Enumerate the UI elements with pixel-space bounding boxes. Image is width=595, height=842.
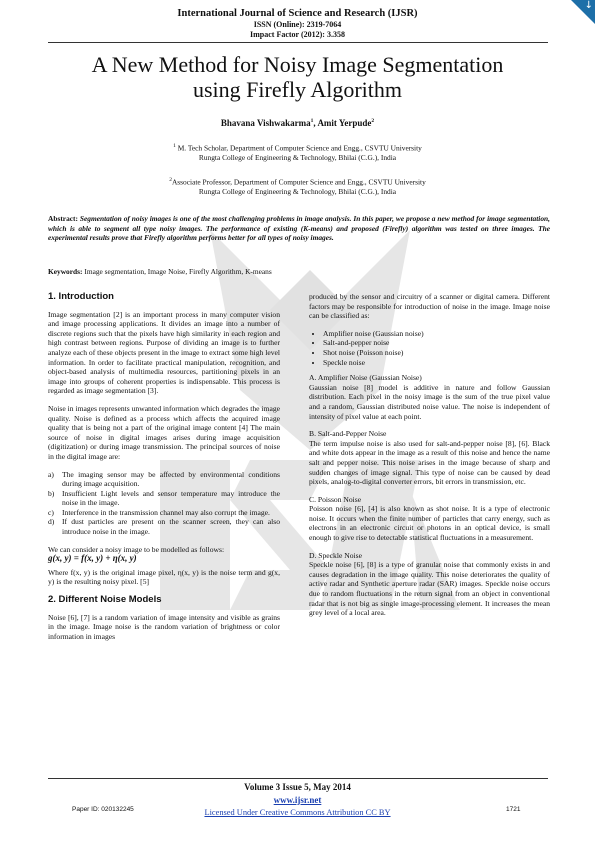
left-column bbox=[48, 288, 280, 649]
keywords bbox=[48, 267, 550, 276]
list-item bbox=[48, 517, 280, 536]
paragraph: Image segmentation [2] is an important process in many computer vision and image processing applications. It divides an image into a number of discrete regions such that the pixels have high similarity in each region and high contrast between regions. Purpose of dividing an image is to further analyze each of these objects present in the image to extract some high level information. In order to facilitate practical manipulation, recognition, and object-based analysis of multimedia resources, partitioning pixels in an image into groups of coherent properties is indispensable. This process is regarded as image segmentation [3]. bbox=[48, 309, 280, 396]
journal-name: International Journal of Science and Research (IJSR) bbox=[177, 8, 418, 19]
affiliation-2 bbox=[0, 175, 595, 197]
footer-divider bbox=[48, 778, 548, 779]
abstract-label: Abstract: bbox=[48, 214, 78, 223]
list-item: • Speckle noise bbox=[323, 358, 550, 368]
paragraph: Gaussian noise [8] model is additive in nature and follow Gaussian distribution. Each pixel in the noisy image is the sum of the true pixel value and a random, Gaussian distributed noise value. The noise is independent of intensity of pixel value at each point. bbox=[309, 382, 550, 421]
affiliation-line: Rungta College of Engineering & Technology, Bhilai (C.G.), India bbox=[198, 187, 397, 197]
journal-impact-factor: Impact Factor (2012): 3.358 bbox=[250, 30, 345, 39]
paper-title bbox=[40, 52, 555, 102]
author-name: Amit Yerpude bbox=[317, 118, 372, 128]
author-separator: , bbox=[313, 118, 318, 128]
affiliation-line: Associate Professor, Department of Computer Science and Engg., CSVTU University bbox=[171, 177, 426, 187]
keywords-text: Image segmentation, Image Noise, Firefly Algorithm, K-means bbox=[84, 267, 272, 276]
list-item bbox=[48, 508, 280, 518]
model-intro: We can consider a noisy image to be modelled as follows: bbox=[48, 544, 225, 554]
list-item-text: Insufficient Light levels and sensor temperature may introduce the noise in the image. bbox=[62, 488, 280, 508]
journal-header bbox=[0, 8, 595, 40]
paragraph: Noise [6], [7] is a random variation of image intensity and visible as grains in the image. Image noise is the random variation of brightness or color information in images bbox=[48, 612, 280, 641]
affiliation-mark: 1 bbox=[173, 143, 176, 149]
subsection-heading-speckle: D. Speckle Noise bbox=[309, 550, 362, 560]
list-item bbox=[48, 489, 280, 508]
volume-info: Volume 3 Issue 5, May 2014 bbox=[244, 782, 351, 792]
affiliation-line: M. Tech Scholar, Department of Computer Science and Engg., CSVTU University bbox=[175, 143, 422, 153]
paper-title-line-1: A New Method for Noisy Image Segmentation bbox=[91, 52, 504, 77]
journal-website-link[interactable]: www.ijsr.net bbox=[273, 795, 322, 805]
paragraph: The term impulse noise is also used for salt-and-pepper noise [8], [6]. Black and white dots appear in the image as a result of this noise and hence the name salt and pepper noise. This noise arises in the image because of sharp and sudden changes of image signal. This type of noise can be caused by dead pixels, analog-to-digital converter errors, bit errors in transmission, etc. bbox=[309, 438, 550, 487]
list-item-label: c) bbox=[48, 507, 54, 517]
affiliation-1 bbox=[0, 141, 595, 163]
list-item-text: Interference in the transmission channel may also corrupt the image. bbox=[62, 507, 270, 517]
list-item-text: If dust particles are present on the scanner screen, they can also introduce noise in the image. bbox=[62, 517, 280, 537]
noise-sources-list bbox=[48, 470, 280, 537]
list-item-label: b) bbox=[48, 488, 55, 498]
subsection-heading-amplifier: A. Amplifier Noise (Gaussian Noise) bbox=[309, 373, 422, 383]
list-item bbox=[48, 470, 280, 489]
author-affiliation-mark: 1 bbox=[310, 118, 314, 124]
author-list bbox=[0, 118, 595, 128]
paragraph: Speckle noise [6], [8] is a type of granular noise that commonly exists in and causes degradation in the image quality. This noise deteriorates the quality of active radar and Synthetic aperture radar (SAR) images. Speckle noise occurs due to random fluctuations in the return signal from an object in conventional radar that is not big as single image-processing element. It increases the mean grey level of a local area. bbox=[309, 560, 550, 618]
noise-model-formula: g(x, y) = f(x, y) + η(x, y) bbox=[48, 553, 137, 564]
paragraph: Poisson noise [6], [4] is also known as shot noise. It is a type of electronic noise. It occurs when the finite number of particles that carry energy, such as electrons in an electronic circuit or photons in an optical device, is small enough to give rise to detectable statistical fluctuations in a measurement. bbox=[309, 504, 550, 543]
affiliation-mark: 2 bbox=[169, 177, 172, 183]
abstract bbox=[48, 214, 550, 243]
paper-title-line-2: using Firefly Algorithm bbox=[193, 77, 402, 102]
license-link[interactable]: Licensed Under Creative Commons Attribution CC BY bbox=[204, 808, 391, 817]
list-item-text: The imaging sensor may be affected by environmental conditions during image acquisition. bbox=[62, 469, 280, 489]
section-heading-introduction: 1. Introduction bbox=[48, 291, 114, 302]
abstract-text: Segmentation of noisy images is one of the most challenging problems in image analysis. In this paper, we propose a new method for image segmentation, which is able to segment all type noisy images. The performance of existing (K-means) and proposed (Firefly) algorithm was tested on three images. The experimental results prove that Firefly algorithm performs better for all types of noisy images. bbox=[48, 214, 551, 242]
paragraph: Where f(x, y) is the original image pixel, η(x, y) is the noise term and g(x, y) is the resulting noisy pixel. [5] bbox=[48, 567, 280, 587]
list-item-label: a) bbox=[48, 469, 54, 479]
subsection-heading-salt-pepper: B. Salt-and-Pepper Noise bbox=[309, 429, 387, 439]
author-affiliation-mark: 2 bbox=[371, 118, 375, 124]
keywords-label: Keywords: bbox=[48, 267, 83, 276]
author-name: Bhavana Vishwakarma bbox=[220, 118, 311, 128]
page-number: 1721 bbox=[506, 806, 521, 813]
paragraph: Noise in images represents unwanted information which degrades the image quality. Noise is defined as a process which affects the acquired image quality that is being not a part of the original image content [4] The main source of noise in digital images arises during image acquisition (digitization) or during image transmission. The principal sources of noise in the digital image are: bbox=[48, 403, 280, 461]
paper-id: Paper ID: 020132245 bbox=[72, 806, 134, 813]
download-arrow-icon[interactable]: ↓ bbox=[584, 0, 593, 11]
list-item: • Salt-and-pepper noise bbox=[323, 338, 550, 348]
list-item: • Amplifier noise (Gaussian noise) bbox=[323, 329, 550, 339]
noise-types-list bbox=[309, 329, 550, 367]
affiliation-line: Rungta College of Engineering & Technology, Bhilai (C.G.), India bbox=[198, 153, 397, 163]
subsection-heading-poisson: C. Poisson Noise bbox=[309, 494, 362, 504]
journal-issn: ISSN (Online): 2319-7064 bbox=[253, 20, 342, 29]
header-divider bbox=[48, 42, 548, 43]
list-item-label: d) bbox=[48, 517, 55, 527]
right-column bbox=[309, 292, 550, 626]
section-heading-noise-models: 2. Different Noise Models bbox=[48, 594, 162, 606]
list-item: • Shot noise (Poisson noise) bbox=[323, 348, 550, 358]
paragraph: produced by the sensor and circuitry of a scanner or digital camera. Different factors may be responsible for introduction of noise in the image. Image noise can be classified as: bbox=[309, 292, 550, 321]
